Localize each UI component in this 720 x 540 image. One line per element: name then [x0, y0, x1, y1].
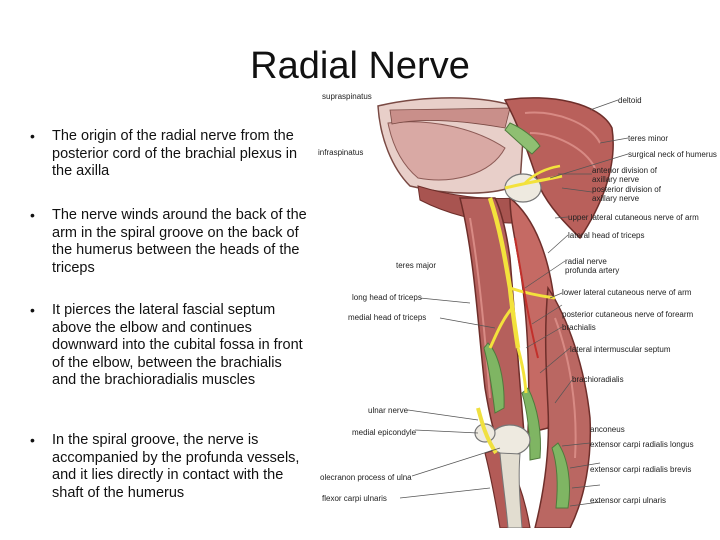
label-upper-lateral-cutaneous: upper lateral cutaneous nerve of arm: [568, 213, 699, 222]
label-brachialis: brachialis: [562, 323, 596, 332]
label-ecu: extensor carpi ulnaris: [590, 496, 667, 505]
label-infraspinatus: infraspinatus: [318, 148, 364, 157]
bullet-spiral-groove: The nerve winds around the back of the arm in the spiral groove on the back of the humerus between the heads of the triceps: [52, 207, 307, 276]
label-lateral-intermuscular-septum: lateral intermuscular septum: [570, 345, 671, 354]
label-lower-lateral-cutaneous: lower lateral cutaneous nerve of arm: [562, 288, 692, 297]
label-olecranon: olecranon process of ulna: [320, 473, 412, 482]
bullet-marker: •: [30, 128, 35, 144]
label-posterior-division: posterior division of axillary nerve: [592, 185, 661, 203]
label-brachioradialis: brachioradialis: [572, 375, 624, 384]
bullet-marker: •: [30, 207, 35, 223]
bullet-marker: •: [30, 302, 35, 318]
slide-title: Radial Nerve: [250, 45, 470, 87]
label-medial-epicondyle: medial epicondyle: [352, 428, 417, 437]
bullet-marker: •: [30, 432, 35, 448]
label-anconeus: anconeus: [590, 425, 625, 434]
label-fcu: flexor carpi ulnaris: [322, 494, 387, 503]
label-ecr-longus: extensor carpi radialis longus: [590, 440, 694, 449]
label-anterior-division: anterior division of axillary nerve: [592, 166, 657, 184]
bullet-list: [0, 0, 320, 540]
bullet-profunda-vessels: In the spiral groove, the nerve is accompanied by the profunda vessels, and it lies directly in contact with the shaft of the humerus: [52, 432, 300, 501]
label-long-head-triceps: long head of triceps: [352, 293, 422, 302]
label-supraspinatus: supraspinatus: [322, 92, 372, 101]
label-teres-major: teres major: [396, 261, 437, 270]
label-radial-nerve: radial nerve: [565, 257, 607, 266]
label-lateral-head-triceps: lateral head of triceps: [568, 231, 645, 240]
arm-anatomy-figure: [300, 88, 720, 528]
label-medial-head-triceps: medial head of triceps: [348, 313, 427, 322]
label-surgical-neck: surgical neck of humerus: [628, 150, 717, 159]
bullet-origin: The origin of the radial nerve from the posterior cord of the brachial plexus in the axilla: [52, 128, 298, 180]
label-deltoid: deltoid: [618, 96, 642, 105]
label-ulnar-nerve: ulnar nerve: [368, 406, 409, 415]
label-ecr-brevis: extensor carpi radialis brevis: [590, 465, 692, 474]
bullet-lateral-septum: It pierces the lateral fascial septum above the elbow and continues downward into the cubital fossa in front of the elbow, between the brachialis and the brachioradialis muscles: [52, 302, 303, 389]
label-profunda-artery: profunda artery: [565, 266, 620, 275]
label-posterior-cutaneous-forearm: posterior cutaneous nerve of forearm: [562, 310, 694, 319]
label-teres-minor: teres minor: [628, 134, 669, 143]
